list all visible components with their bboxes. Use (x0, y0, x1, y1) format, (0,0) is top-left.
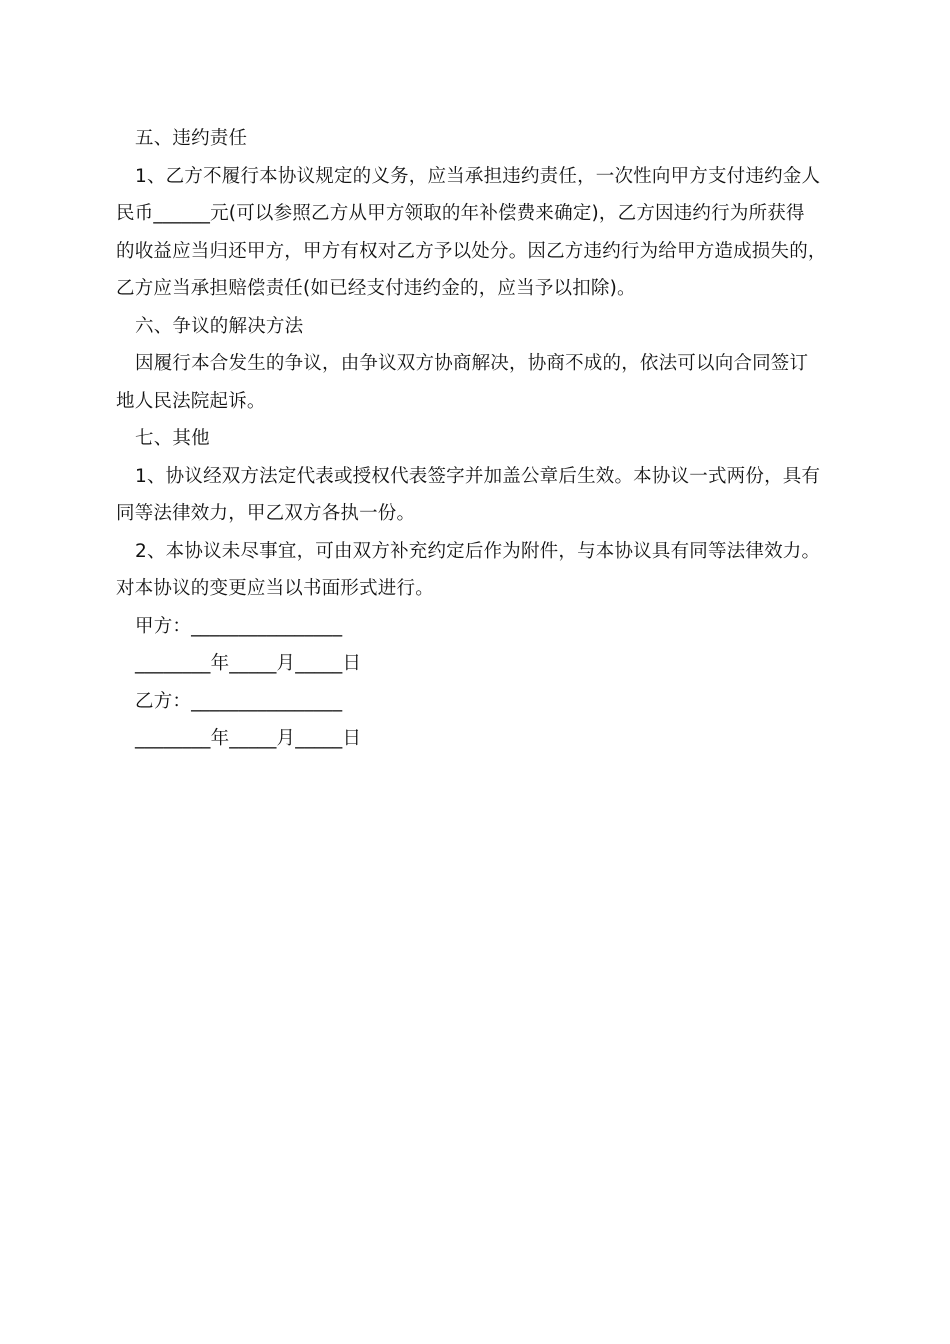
party-a-date-line: ________年_____月_____日 (135, 653, 362, 674)
breach-clause-line-4: 乙方应当承担赔偿责任(如已经支付违约金的，应当予以扣除)。 (116, 278, 636, 299)
other-clause2-line-2: 对本协议的变更应当以书面形式进行。 (116, 578, 434, 599)
section-heading-other: 七、其他 (135, 428, 210, 449)
party-b-date-line: ________年_____月_____日 (135, 728, 362, 749)
dispute-clause-line-2: 地人民法院起诉。 (116, 390, 266, 412)
other-clause1-line-1: 1、协议经双方法定代表或授权代表签字并加盖公章后生效。本协议一式两份，具有 (135, 465, 821, 487)
party-b-signature-line: 乙方：________________ (135, 690, 343, 712)
section-heading-breach: 五、违约责任 (135, 128, 248, 149)
dispute-clause-line-1: 因履行本合发生的争议，由争议双方协商解决，协商不成的，依法可以向合同签订 (135, 353, 809, 374)
breach-clause-line-2: 民币______元(可以参照乙方从甲方领取的年补偿费来确定)，乙方因违约行为所获得 (116, 203, 805, 224)
other-clause1-line-2: 同等法律效力，甲乙双方各执一份。 (116, 503, 416, 524)
breach-clause-line-1: 1、乙方不履行本协议规定的义务，应当承担违约责任，一次性向甲方支付违约金人 (135, 165, 821, 187)
section-heading-dispute: 六、争议的解决方法 (135, 315, 304, 337)
other-clause2-line-1: 2、本协议未尽事宜，可由双方补充约定后作为附件，与本协议具有同等法律效力。 (135, 540, 821, 562)
breach-clause-line-3: 的收益应当归还甲方，甲方有权对乙方予以处分。因乙方违约行为给甲方造成损失的， (116, 240, 827, 262)
party-a-signature-line: 甲方：________________ (135, 615, 343, 637)
document-body (116, 120, 836, 758)
